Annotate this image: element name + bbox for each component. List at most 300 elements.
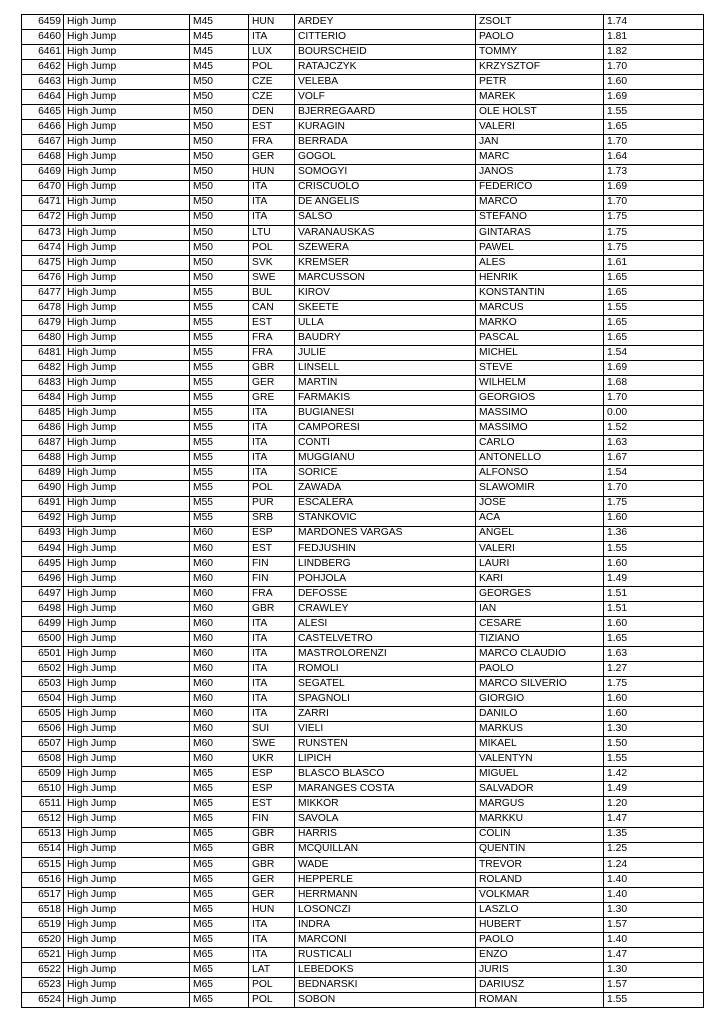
nation-cell: SWE (249, 737, 295, 752)
table-row (22, 662, 704, 677)
first-name-cell: GINTARAS (476, 225, 604, 240)
nation-cell: POL (249, 978, 295, 993)
result-cell: 1.55 (604, 752, 704, 767)
row-number-cell: 6469 (22, 165, 64, 180)
nation-cell: GBR (249, 857, 295, 872)
table-row (22, 481, 704, 496)
category-cell: M45 (190, 30, 249, 45)
first-name-cell: ALES (476, 255, 604, 270)
row-number-cell: 6461 (22, 45, 64, 60)
event-cell: High Jump (64, 346, 190, 361)
event-cell: High Jump (64, 195, 190, 210)
result-cell: 1.55 (604, 993, 704, 1008)
table-row (22, 120, 704, 135)
first-name-cell: TOMMY (476, 45, 604, 60)
nation-cell: HUN (249, 902, 295, 917)
nation-cell: ITA (249, 631, 295, 646)
first-name-cell: DANILO (476, 707, 604, 722)
event-cell: High Jump (64, 616, 190, 631)
result-cell: 1.51 (604, 601, 704, 616)
result-cell: 1.27 (604, 662, 704, 677)
nation-cell: EST (249, 541, 295, 556)
nation-cell: ITA (249, 421, 295, 436)
surname-cell: HARRIS (295, 827, 476, 842)
event-cell: High Jump (64, 902, 190, 917)
surname-cell: FEDJUSHIN (295, 541, 476, 556)
result-cell: 1.55 (604, 300, 704, 315)
nation-cell: GER (249, 872, 295, 887)
result-cell: 1.70 (604, 391, 704, 406)
row-number-cell: 6503 (22, 677, 64, 692)
result-cell: 1.47 (604, 812, 704, 827)
first-name-cell: MARKUS (476, 722, 604, 737)
table-row (22, 15, 704, 30)
surname-cell: BEDNARSKI (295, 978, 476, 993)
category-cell: M65 (190, 932, 249, 947)
event-cell: High Jump (64, 15, 190, 30)
result-cell: 1.30 (604, 722, 704, 737)
nation-cell: LUX (249, 45, 295, 60)
category-cell: M65 (190, 887, 249, 902)
first-name-cell: KARI (476, 571, 604, 586)
nation-cell: SUI (249, 722, 295, 737)
category-cell: M65 (190, 767, 249, 782)
result-cell: 1.42 (604, 767, 704, 782)
category-cell: M60 (190, 526, 249, 541)
nation-cell: HUN (249, 15, 295, 30)
row-number-cell: 6464 (22, 90, 64, 105)
event-cell: High Jump (64, 782, 190, 797)
first-name-cell: KRZYSZTOF (476, 60, 604, 75)
nation-cell: ITA (249, 616, 295, 631)
category-cell: M55 (190, 315, 249, 330)
table-row (22, 165, 704, 180)
table-row (22, 541, 704, 556)
event-cell: High Jump (64, 481, 190, 496)
event-cell: High Jump (64, 421, 190, 436)
row-number-cell: 6467 (22, 135, 64, 150)
surname-cell: BERRADA (295, 135, 476, 150)
row-number-cell: 6522 (22, 962, 64, 977)
table-row (22, 526, 704, 541)
category-cell: M50 (190, 105, 249, 120)
surname-cell: FARMAKIS (295, 391, 476, 406)
event-cell: High Jump (64, 526, 190, 541)
table-row (22, 496, 704, 511)
category-cell: M65 (190, 872, 249, 887)
table-row (22, 902, 704, 917)
surname-cell: SALSO (295, 210, 476, 225)
event-cell: High Jump (64, 677, 190, 692)
category-cell: M60 (190, 556, 249, 571)
surname-cell: ZARRI (295, 707, 476, 722)
first-name-cell: MAREK (476, 90, 604, 105)
result-cell: 1.60 (604, 616, 704, 631)
row-number-cell: 6524 (22, 993, 64, 1008)
table-row (22, 812, 704, 827)
category-cell: M55 (190, 300, 249, 315)
row-number-cell: 6483 (22, 376, 64, 391)
category-cell: M60 (190, 722, 249, 737)
surname-cell: SEGATEL (295, 677, 476, 692)
category-cell: M55 (190, 511, 249, 526)
surname-cell: POHJOLA (295, 571, 476, 586)
first-name-cell: HUBERT (476, 917, 604, 932)
nation-cell: CZE (249, 75, 295, 90)
first-name-cell: QUENTIN (476, 842, 604, 857)
row-number-cell: 6472 (22, 210, 64, 225)
event-cell: High Jump (64, 30, 190, 45)
category-cell: M45 (190, 45, 249, 60)
result-cell: 1.70 (604, 195, 704, 210)
nation-cell: GBR (249, 842, 295, 857)
nation-cell: FIN (249, 571, 295, 586)
event-cell: High Jump (64, 962, 190, 977)
nation-cell: ITA (249, 677, 295, 692)
table-row (22, 240, 704, 255)
nation-cell: ITA (249, 707, 295, 722)
surname-cell: VIELI (295, 722, 476, 737)
first-name-cell: LASZLO (476, 902, 604, 917)
category-cell: M55 (190, 481, 249, 496)
nation-cell: POL (249, 60, 295, 75)
event-cell: High Jump (64, 541, 190, 556)
result-cell: 1.60 (604, 75, 704, 90)
nation-cell: ITA (249, 451, 295, 466)
table-row (22, 872, 704, 887)
row-number-cell: 6484 (22, 391, 64, 406)
first-name-cell: JURIS (476, 962, 604, 977)
first-name-cell: VALERI (476, 541, 604, 556)
table-row (22, 60, 704, 75)
surname-cell: SPAGNOLI (295, 692, 476, 707)
first-name-cell: MARCO SILVERIO (476, 677, 604, 692)
event-cell: High Jump (64, 300, 190, 315)
event-cell: High Jump (64, 255, 190, 270)
event-cell: High Jump (64, 60, 190, 75)
result-cell: 1.65 (604, 330, 704, 345)
first-name-cell: MARC (476, 150, 604, 165)
surname-cell: MARDONES VARGAS (295, 526, 476, 541)
first-name-cell: MASSIMO (476, 421, 604, 436)
surname-cell: LEBEDOKS (295, 962, 476, 977)
surname-cell: MCQUILLAN (295, 842, 476, 857)
table-row (22, 571, 704, 586)
table-row (22, 737, 704, 752)
event-cell: High Jump (64, 872, 190, 887)
surname-cell: MARTIN (295, 376, 476, 391)
table-row (22, 962, 704, 977)
category-cell: M60 (190, 646, 249, 661)
nation-cell: CAN (249, 300, 295, 315)
event-cell: High Jump (64, 947, 190, 962)
event-cell: High Jump (64, 90, 190, 105)
event-cell: High Jump (64, 496, 190, 511)
table-row (22, 406, 704, 421)
result-cell: 1.68 (604, 376, 704, 391)
event-cell: High Jump (64, 827, 190, 842)
nation-cell: ITA (249, 662, 295, 677)
row-number-cell: 6497 (22, 586, 64, 601)
nation-cell: EST (249, 315, 295, 330)
nation-cell: LTU (249, 225, 295, 240)
first-name-cell: VALENTYN (476, 752, 604, 767)
nation-cell: POL (249, 240, 295, 255)
surname-cell: RUNSTEN (295, 737, 476, 752)
category-cell: M55 (190, 451, 249, 466)
table-row (22, 993, 704, 1008)
category-cell: M65 (190, 857, 249, 872)
result-cell: 1.73 (604, 165, 704, 180)
surname-cell: LOSONCZI (295, 902, 476, 917)
nation-cell: ITA (249, 646, 295, 661)
row-number-cell: 6471 (22, 195, 64, 210)
event-cell: High Jump (64, 391, 190, 406)
row-number-cell: 6505 (22, 707, 64, 722)
row-number-cell: 6465 (22, 105, 64, 120)
first-name-cell: CESARE (476, 616, 604, 631)
result-cell: 1.36 (604, 526, 704, 541)
surname-cell: HERRMANN (295, 887, 476, 902)
event-cell: High Jump (64, 767, 190, 782)
result-cell: 1.60 (604, 511, 704, 526)
event-cell: High Jump (64, 45, 190, 60)
result-cell: 1.75 (604, 496, 704, 511)
category-cell: M45 (190, 15, 249, 30)
category-cell: M55 (190, 466, 249, 481)
surname-cell: WADE (295, 857, 476, 872)
category-cell: M55 (190, 406, 249, 421)
row-number-cell: 6476 (22, 270, 64, 285)
row-number-cell: 6462 (22, 60, 64, 75)
row-number-cell: 6478 (22, 300, 64, 315)
table-row (22, 616, 704, 631)
category-cell: M65 (190, 782, 249, 797)
row-number-cell: 6502 (22, 662, 64, 677)
result-cell: 1.74 (604, 15, 704, 30)
first-name-cell: TREVOR (476, 857, 604, 872)
event-cell: High Jump (64, 210, 190, 225)
nation-cell: ITA (249, 210, 295, 225)
surname-cell: BJERREGAARD (295, 105, 476, 120)
row-number-cell: 6492 (22, 511, 64, 526)
table-row (22, 195, 704, 210)
nation-cell: ITA (249, 436, 295, 451)
surname-cell: BOURSCHEID (295, 45, 476, 60)
surname-cell: BLASCO BLASCO (295, 767, 476, 782)
result-cell: 1.69 (604, 361, 704, 376)
row-number-cell: 6477 (22, 285, 64, 300)
result-cell: 1.69 (604, 90, 704, 105)
result-cell: 1.70 (604, 135, 704, 150)
nation-cell: ITA (249, 932, 295, 947)
event-cell: High Jump (64, 180, 190, 195)
result-cell: 1.63 (604, 436, 704, 451)
result-cell: 1.51 (604, 586, 704, 601)
result-cell: 1.60 (604, 707, 704, 722)
table-row (22, 361, 704, 376)
first-name-cell: STEVE (476, 361, 604, 376)
row-number-cell: 6470 (22, 180, 64, 195)
row-number-cell: 6510 (22, 782, 64, 797)
surname-cell: SOBON (295, 993, 476, 1008)
nation-cell: ITA (249, 195, 295, 210)
table-row (22, 601, 704, 616)
category-cell: M65 (190, 962, 249, 977)
category-cell: M60 (190, 677, 249, 692)
result-cell: 1.40 (604, 872, 704, 887)
table-row (22, 782, 704, 797)
category-cell: M60 (190, 601, 249, 616)
row-number-cell: 6486 (22, 421, 64, 436)
category-cell: M65 (190, 812, 249, 827)
first-name-cell: FEDERICO (476, 180, 604, 195)
nation-cell: ITA (249, 947, 295, 962)
table-row (22, 105, 704, 120)
row-number-cell: 6516 (22, 872, 64, 887)
first-name-cell: GIORGIO (476, 692, 604, 707)
result-cell: 1.61 (604, 255, 704, 270)
first-name-cell: OLE HOLST (476, 105, 604, 120)
nation-cell: POL (249, 481, 295, 496)
surname-cell: RUSTICALI (295, 947, 476, 962)
result-cell: 1.63 (604, 646, 704, 661)
surname-cell: MARCUSSON (295, 270, 476, 285)
surname-cell: MARCONI (295, 932, 476, 947)
first-name-cell: STEFANO (476, 210, 604, 225)
result-cell: 1.75 (604, 677, 704, 692)
result-cell: 1.82 (604, 45, 704, 60)
first-name-cell: ANTONELLO (476, 451, 604, 466)
result-cell: 1.49 (604, 571, 704, 586)
surname-cell: CONTI (295, 436, 476, 451)
category-cell: M50 (190, 195, 249, 210)
row-number-cell: 6501 (22, 646, 64, 661)
event-cell: High Jump (64, 857, 190, 872)
nation-cell: DEN (249, 105, 295, 120)
category-cell: M60 (190, 616, 249, 631)
result-cell: 1.25 (604, 842, 704, 857)
category-cell: M65 (190, 978, 249, 993)
surname-cell: KURAGIN (295, 120, 476, 135)
result-cell: 1.52 (604, 421, 704, 436)
nation-cell: ESP (249, 782, 295, 797)
row-number-cell: 6504 (22, 692, 64, 707)
nation-cell: ITA (249, 180, 295, 195)
table-row (22, 285, 704, 300)
nation-cell: FRA (249, 135, 295, 150)
row-number-cell: 6513 (22, 827, 64, 842)
table-row (22, 827, 704, 842)
first-name-cell: MARCO (476, 195, 604, 210)
event-cell: High Jump (64, 692, 190, 707)
category-cell: M65 (190, 797, 249, 812)
row-number-cell: 6494 (22, 541, 64, 556)
row-number-cell: 6490 (22, 481, 64, 496)
category-cell: M50 (190, 165, 249, 180)
table-row (22, 30, 704, 45)
category-cell: M60 (190, 631, 249, 646)
table-row (22, 210, 704, 225)
nation-cell: EST (249, 797, 295, 812)
row-number-cell: 6481 (22, 346, 64, 361)
category-cell: M50 (190, 180, 249, 195)
row-number-cell: 6488 (22, 451, 64, 466)
result-cell: 1.49 (604, 782, 704, 797)
category-cell: M65 (190, 947, 249, 962)
category-cell: M55 (190, 391, 249, 406)
category-cell: M65 (190, 917, 249, 932)
category-cell: M50 (190, 150, 249, 165)
event-cell: High Jump (64, 270, 190, 285)
event-cell: High Jump (64, 376, 190, 391)
category-cell: M60 (190, 662, 249, 677)
category-cell: M60 (190, 737, 249, 752)
event-cell: High Jump (64, 707, 190, 722)
category-cell: M55 (190, 330, 249, 345)
row-number-cell: 6485 (22, 406, 64, 421)
surname-cell: RATAJCZYK (295, 60, 476, 75)
table-row (22, 707, 704, 722)
table-row (22, 887, 704, 902)
surname-cell: BAUDRY (295, 330, 476, 345)
table-row (22, 978, 704, 993)
result-cell: 1.65 (604, 631, 704, 646)
results-table (21, 14, 704, 1008)
category-cell: M65 (190, 902, 249, 917)
row-number-cell: 6499 (22, 616, 64, 631)
row-number-cell: 6508 (22, 752, 64, 767)
event-cell: High Jump (64, 812, 190, 827)
nation-cell: EST (249, 120, 295, 135)
nation-cell: ITA (249, 406, 295, 421)
row-number-cell: 6479 (22, 315, 64, 330)
first-name-cell: WILHELM (476, 376, 604, 391)
result-cell: 0.00 (604, 406, 704, 421)
nation-cell: GER (249, 376, 295, 391)
table-row (22, 315, 704, 330)
surname-cell: LIPICH (295, 752, 476, 767)
table-row (22, 842, 704, 857)
surname-cell: MIKKOR (295, 797, 476, 812)
nation-cell: HUN (249, 165, 295, 180)
first-name-cell: SLAWOMIR (476, 481, 604, 496)
table-row (22, 947, 704, 962)
table-row (22, 346, 704, 361)
nation-cell: LAT (249, 962, 295, 977)
event-cell: High Jump (64, 135, 190, 150)
table-row (22, 692, 704, 707)
result-cell: 1.30 (604, 902, 704, 917)
surname-cell: JULIE (295, 346, 476, 361)
first-name-cell: VOLKMAR (476, 887, 604, 902)
nation-cell: FIN (249, 812, 295, 827)
first-name-cell: MARGUS (476, 797, 604, 812)
event-cell: High Jump (64, 662, 190, 677)
nation-cell: ESP (249, 767, 295, 782)
surname-cell: VOLF (295, 90, 476, 105)
table-row (22, 466, 704, 481)
first-name-cell: PAOLO (476, 30, 604, 45)
table-row (22, 225, 704, 240)
event-cell: High Jump (64, 105, 190, 120)
surname-cell: KREMSER (295, 255, 476, 270)
table-row (22, 631, 704, 646)
result-cell: 1.70 (604, 60, 704, 75)
table-row (22, 677, 704, 692)
category-cell: M55 (190, 376, 249, 391)
category-cell: M65 (190, 827, 249, 842)
